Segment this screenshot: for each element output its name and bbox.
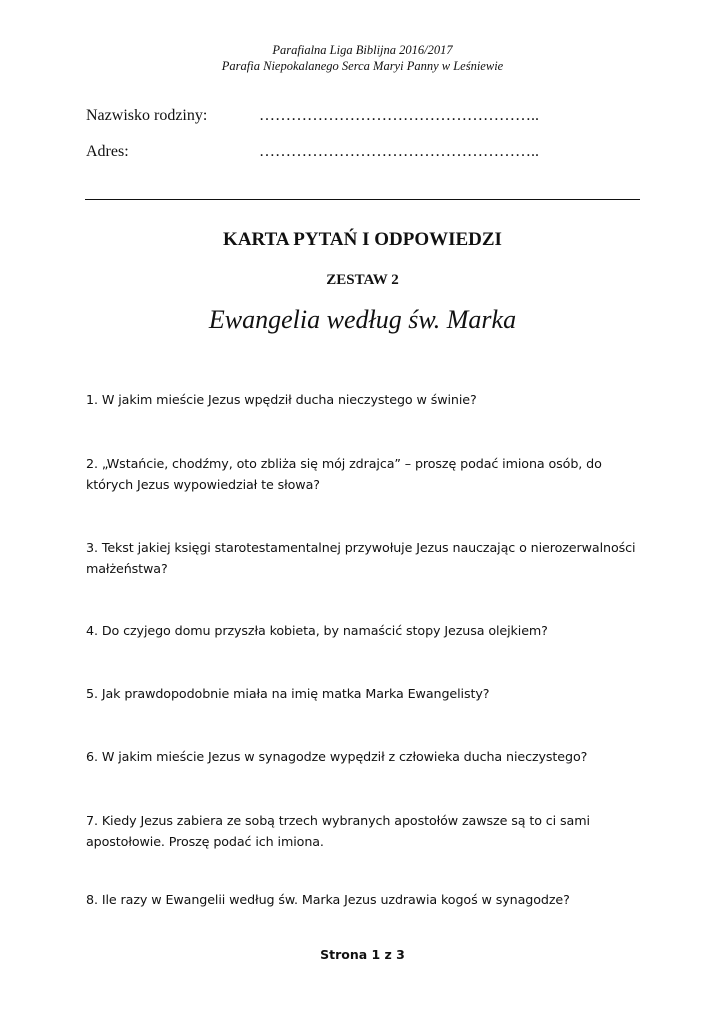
page-title: KARTA PYTAŃ I ODPOWIEDZI: [223, 229, 502, 250]
question-7: 7. Kiedy Jezus zabiera ze sobą trzech wybranych apostołów zawsze są to ci sami apostołowie. Proszę podać ich imiona.: [86, 813, 590, 849]
question-4: 4. Do czyjego domu przyszła kobieta, by namaścić stopy Jezusa olejkiem?: [86, 623, 548, 638]
gospel-subtitle: Ewangelia według św. Marka: [208, 305, 517, 334]
family-name-label: Nazwisko rodziny:: [86, 107, 208, 124]
question-2: 2. „Wstańcie, chodźmy, oto zbliża się mój zdrajca” – proszę podać imiona osób, do których Jezus wypowiedział te słowa?: [86, 456, 602, 492]
family-name-blank: ……………………………………………..: [259, 107, 539, 124]
address-blank: ……………………………………………..: [259, 143, 539, 160]
page-header: [0, 42, 725, 74]
address-field: [86, 142, 539, 162]
question-8: 8. Ile razy w Ewangelii według św. Marka Jezus uzdrawia kogoś w synagodze?: [86, 892, 570, 907]
question-3: 3. Tekst jakiej księgi starotestamentalnej przywołuje Jezus nauczając o nierozerwalności małżeństwa?: [86, 540, 636, 576]
header-parish-line: Parafia Niepokalanego Serca Maryi Panny w Leśniewie: [221, 59, 504, 73]
question-5: 5. Jak prawdopodobnie miała na imię matka Marka Ewangelisty?: [86, 686, 490, 701]
set-label: ZESTAW 2: [326, 272, 399, 288]
address-label: Adres:: [86, 143, 129, 160]
page-number: Strona 1 z 3: [320, 947, 405, 962]
header-divider: [85, 199, 640, 200]
question-6: 6. W jakim mieście Jezus w synagodze wypędził z człowieka ducha nieczystego?: [86, 749, 588, 764]
family-name-field: [86, 106, 539, 126]
question-1: 1. W jakim mieście Jezus wpędził ducha nieczystego w świnie?: [86, 392, 477, 407]
header-league-line: Parafialna Liga Biblijna 2016/2017: [272, 43, 453, 57]
